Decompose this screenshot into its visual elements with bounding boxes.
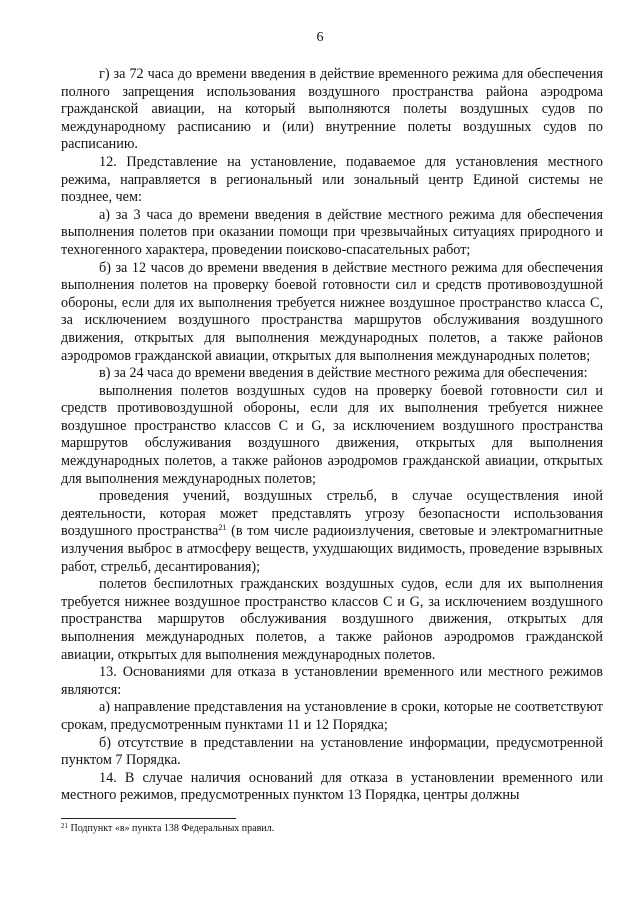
drills-text-start: проведения учений, воздушных стрельб, в случае осуществления иной деятельности, которая может представлять угрозу безопасности использования воздушного пространства — [61, 488, 603, 540]
paragraph-12: 12. Представление на установление, подаваемое для установления местного режима, направляется в региональный или зональный центр Единой системы не позднее, чем: — [61, 153, 603, 206]
footnote — [61, 823, 603, 835]
paragraph-12-b: б) за 12 часов до времени введения в действие местного режима для обеспечения выполнения полетов на проверку боевой готовности сил и средств противовоздушной обороны, если для их выполнения требуется нижнее воздушное пространство класса С, за исключением воздушного пространства маршрутов обслуживания воздушного движения, открытых для выполнения международных полетов, а также районов аэродромов гражданской авиации, открытых для выполнения международных полетов; — [61, 259, 603, 364]
drills-text-end: (в том числе радиоизлучения, световые и электромагнитные излучения выброс в атмосферу веществ, ухудшающих видимость, проведение взрывных работ, стрельб, десантирования); — [61, 523, 603, 575]
paragraph-11-g: г) за 72 часа до времени введения в действие временного режима для обеспечения полного запрещения использования воздушного пространства района аэродрома гражданской авиации, на который выполняются полеты воздушных судов по международному расписанию и (или) внутренние полеты воздушных судов по расписанию. — [61, 66, 603, 153]
footnote-text: Подпункт «в» пункта 138 Федеральных правил. — [68, 823, 275, 834]
footnote-divider — [61, 818, 236, 819]
paragraph-12-v-combat-readiness: выполнения полетов воздушных судов на проверку боевой готовности сил и средств противовоздушной обороны, если для их выполнения требуется нижнее воздушное пространство классов С и G, за исключением воздушного пространства маршрутов обслуживания воздушного движения, открытых для выполнения международных полетов, а также районов аэродромов гражданской авиации, открытых для выполнения международных полетов; — [61, 382, 603, 487]
paragraph-12-a: а) за 3 часа до времени введения в действие местного режима для обеспечения выполнения полетов при оказании помощи при чрезвычайных ситуациях природного и техногенного характера, проведении поисково-спасательных работ; — [61, 206, 603, 258]
paragraph-13-a: а) направление представления на установление в сроки, которые не соответствуют срокам, предусмотренным пунктами 11 и 12 Порядка; — [61, 699, 603, 733]
paragraph-13: 13. Основаниями для отказа в установлении временного или местного режимов являются: — [61, 664, 603, 698]
paragraph-12-v-drills — [61, 488, 603, 576]
paragraph-14: 14. В случае наличия оснований для отказа в установлении временного или местного режимов, предусмотренных пунктом 13 Порядка, центры должны — [61, 769, 603, 804]
paragraph-12-v-uav: полетов беспилотных гражданских воздушных судов, если для их выполнения требуется нижнее воздушное пространство классов С и G, за исключением воздушного пространства маршрутов обслуживания воздушного движения, открытых для выполнения международных полетов, а также районов аэродромов гражданской авиации, открытых для выполнения международных полетов. — [61, 576, 603, 663]
footnote-reference: 21 — [218, 523, 227, 533]
paragraph-13-b: б) отсутствие в представлении на установление информации, предусмотренной пунктом 7 Порядка. — [61, 734, 603, 769]
paragraph-12-v: в) за 24 часа до времени введения в действие местного режима для обеспечения: — [99, 365, 588, 382]
footnote-marker: 21 — [61, 822, 68, 830]
document-body — [61, 66, 603, 805]
page-number: 6 — [316, 30, 324, 45]
